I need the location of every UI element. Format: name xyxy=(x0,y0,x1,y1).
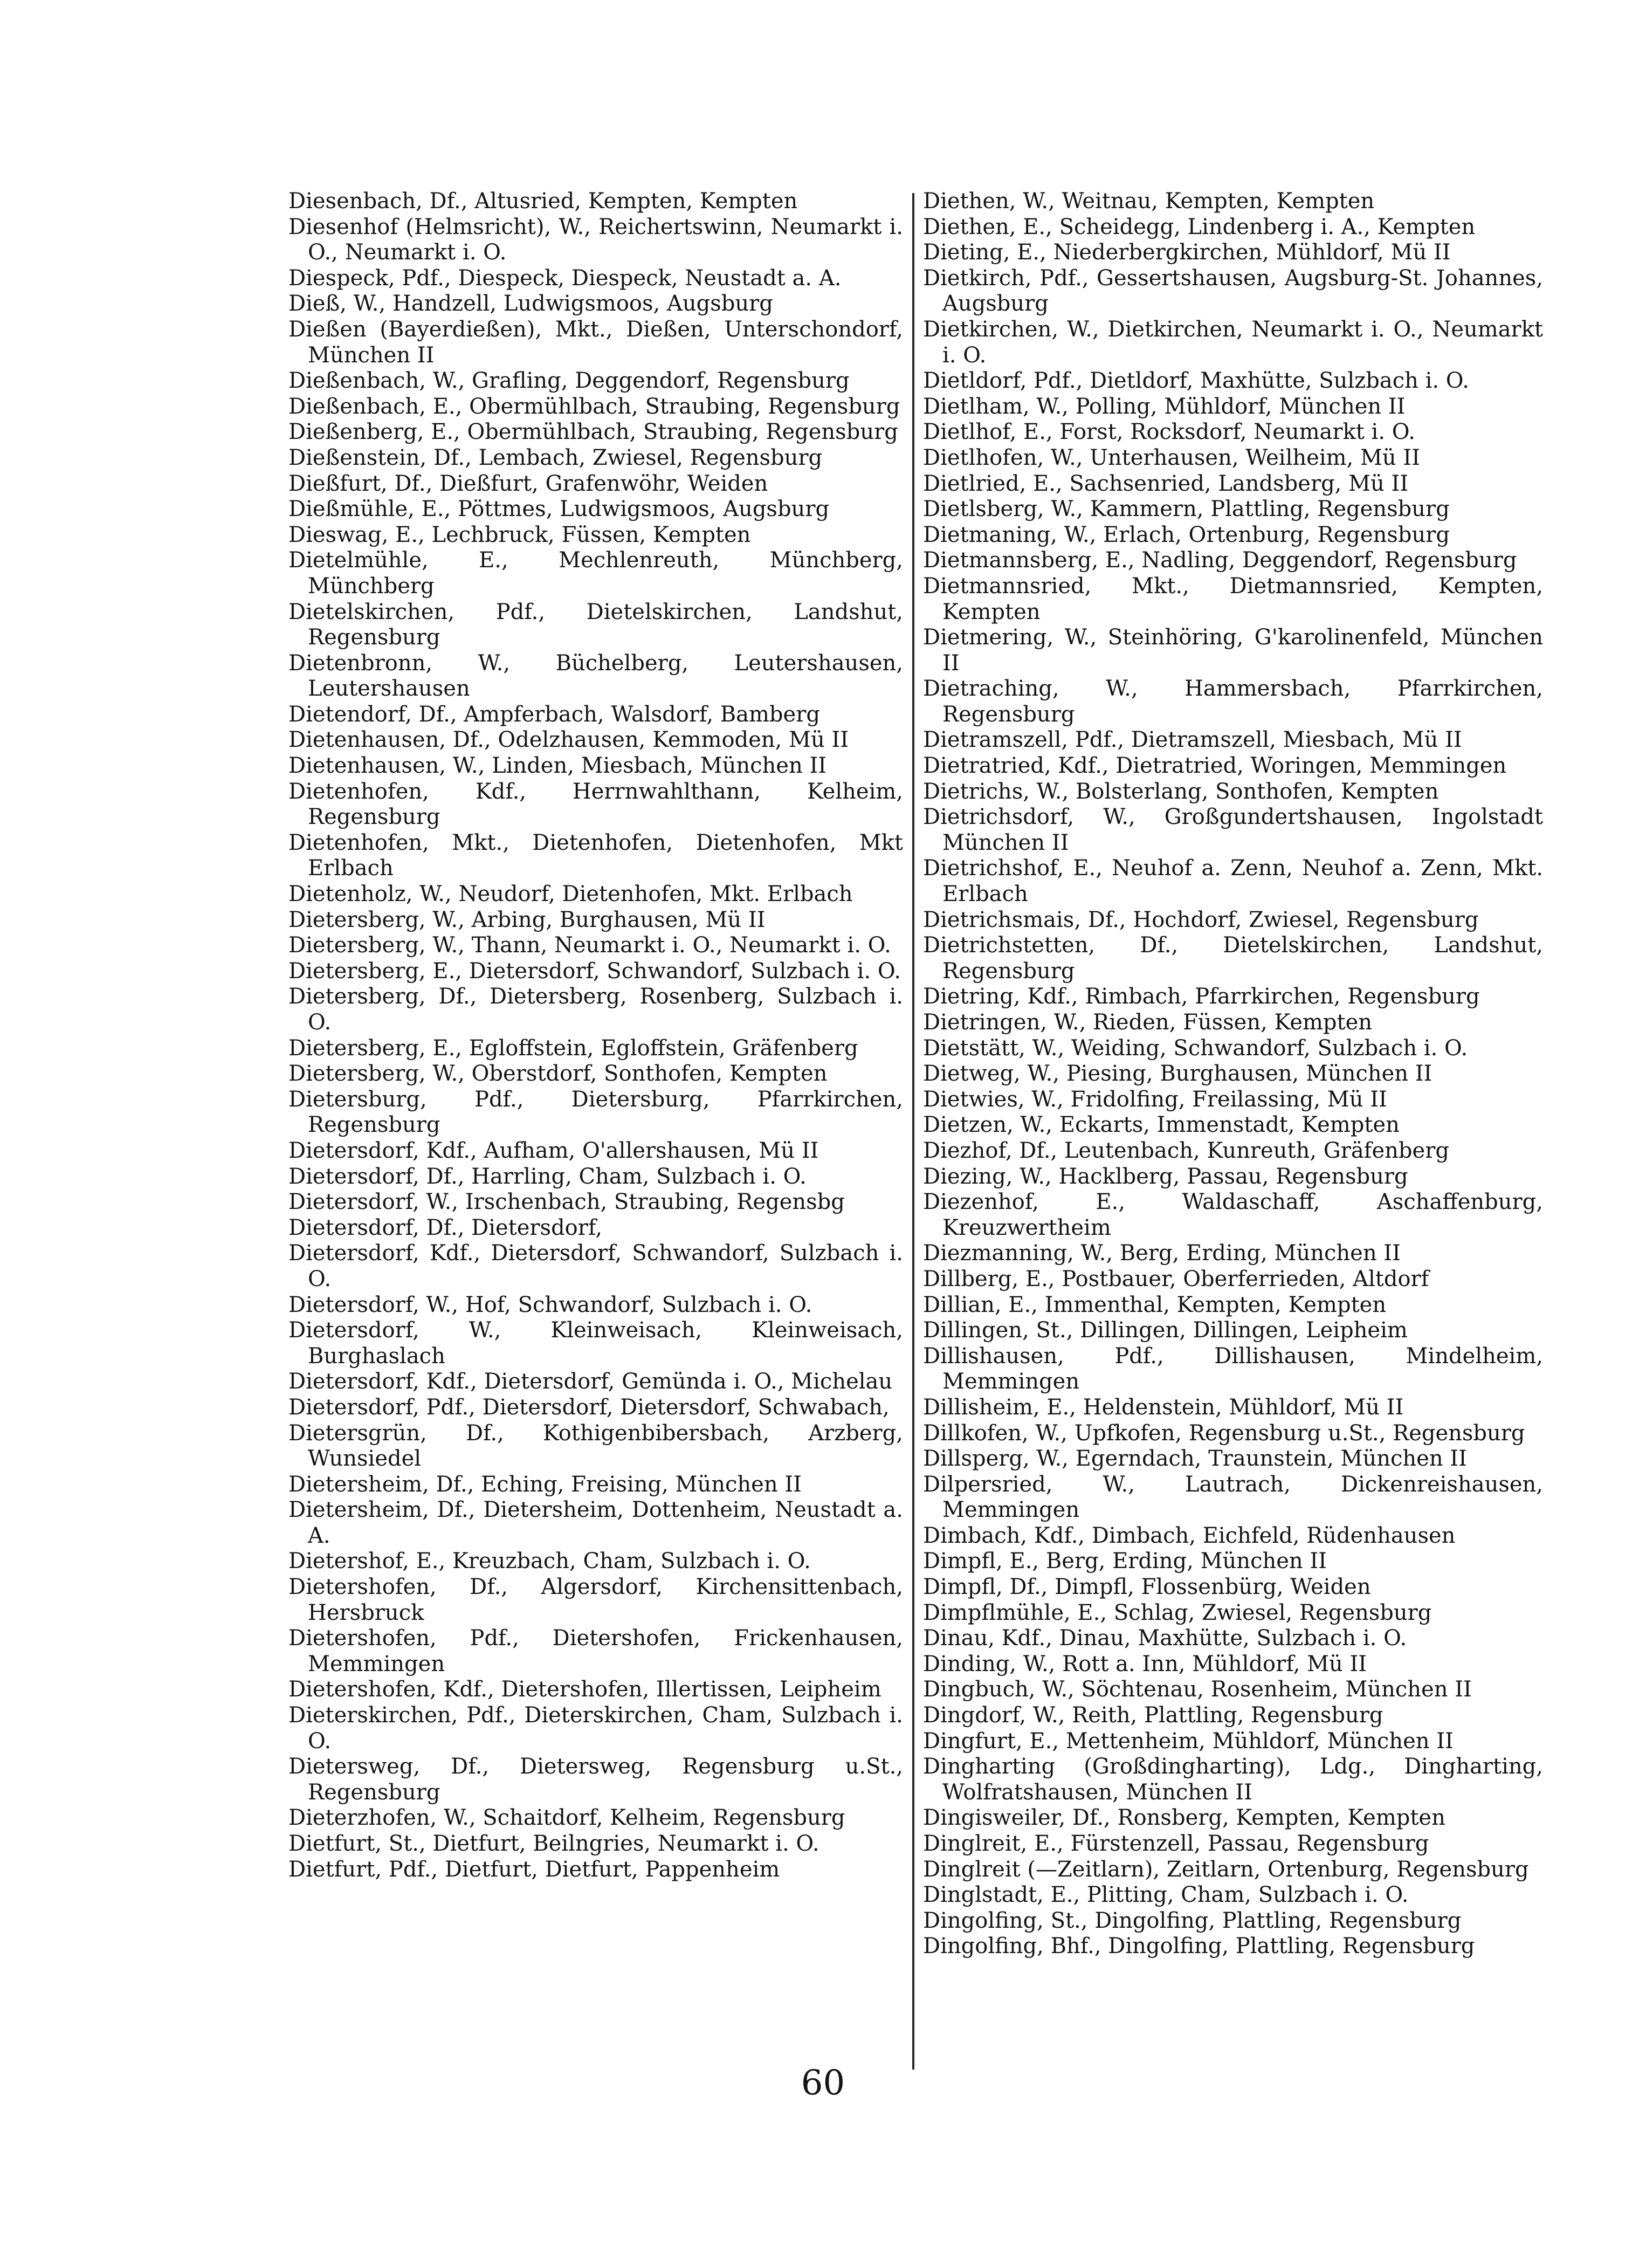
index-entry: Dietersgrün, Df., Kothigenbibersbach, Arzberg, Wunsiedel xyxy=(288,1420,903,1472)
index-entry: Dimpfl, E., Berg, Erding, München II xyxy=(923,1549,1327,1574)
index-entry: Dietfurt, St., Dietfurt, Beilngries, Neumarkt i. O. xyxy=(288,1831,819,1856)
index-entry: Dillishausen, Pdf., Dillishausen, Mindelheim, Memmingen xyxy=(923,1343,1543,1394)
index-entry: Dießfurt, Df., Dießfurt, Grafenwöhr, Weiden xyxy=(288,471,768,496)
index-entry: Diezenhof, E., Waldaschaff, Aschaffenburg, Kreuzwertheim xyxy=(923,1190,1543,1240)
index-entry: Dietrichstetten, Df., Dietelskirchen, Landshut, Regensburg xyxy=(923,933,1543,984)
index-entry: Dimpflmühle, E., Schlag, Zwiesel, Regensburg xyxy=(923,1600,1432,1625)
index-entry: Dieswag, E., Lechbruck, Füssen, Kempten xyxy=(288,522,751,547)
index-entry: Dietersdorf, Df., Harrling, Cham, Sulzbach i. O. xyxy=(288,1164,807,1189)
index-entry: Dießenbach, E., Obermühlbach, Straubing, Regensburg xyxy=(288,394,900,419)
index-entry: Dietersberg, Df., Dietersberg, Rosenberg, Sulzbach i. O. xyxy=(288,984,903,1035)
index-entry: Dietenhausen, Df., Odelzhausen, Kemmoden, Mü II xyxy=(288,727,849,753)
index-entry: Dietrichsmais, Df., Hochdorf, Zwiesel, Regensburg xyxy=(923,907,1479,932)
index-entry: Dietstätt, W., Weiding, Schwandorf, Sulzbach i. O. xyxy=(923,1035,1468,1061)
index-entry: Dietershofen, Pdf., Dietershofen, Frickenhausen, Memmingen xyxy=(288,1626,903,1676)
index-entry: Dingolfing, St., Dingolfing, Plattling, Regensburg xyxy=(923,1908,1462,1933)
index-entry: Dingfurt, E., Mettenheim, Mühldorf, München II xyxy=(923,1728,1454,1754)
index-entry: Dietwies, W., Fridolfing, Freilassing, Mü II xyxy=(923,1087,1387,1112)
index-entry: Dillkofen, W., Upfkofen, Regensburg u.St., Regensburg xyxy=(923,1420,1525,1446)
index-entry: Dingdorf, W., Reith, Plattling, Regensburg xyxy=(923,1703,1383,1728)
index-entry: Dingisweiler, Df., Ronsberg, Kempten, Kempten xyxy=(923,1805,1445,1831)
index-entry: Dietersheim, Df., Dietersheim, Dottenheim, Neustadt a. A. xyxy=(288,1497,903,1548)
index-entry: Dietmering, W., Steinhöring, G'karolinenfeld, München II xyxy=(923,625,1543,676)
index-entry: Dietlham, W., Polling, Mühldorf, München II xyxy=(923,394,1406,419)
index-entry: Dillisheim, E., Heldenstein, Mühldorf, Mü II xyxy=(923,1394,1404,1420)
index-entry: Dietlried, E., Sachsenried, Landsberg, Mü II xyxy=(923,471,1409,496)
index-entry: Dietenhofen, Kdf., Herrnwahlthann, Kelheim, Regensburg xyxy=(288,779,903,830)
index-entry: Dietenhausen, W., Linden, Miesbach, München II xyxy=(288,753,827,779)
index-entry: Dietersberg, E., Egloffstein, Egloffstein, Gräfenberg xyxy=(288,1035,858,1061)
index-entry: Dießenbach, W., Grafling, Deggendorf, Regensburg xyxy=(288,368,850,394)
index-entry: Diesenhof (Helmsricht), W., Reichertswinn, Neumarkt i. O., Neumarkt i. O. xyxy=(288,214,903,265)
index-entry: Dieterskirchen, Pdf., Dieterskirchen, Cham, Sulzbach i. O. xyxy=(288,1703,903,1754)
index-entry: Dietldorf, Pdf., Dietldorf, Maxhütte, Sulzbach i. O. xyxy=(923,368,1469,394)
index-entry: Dieß, W., Handzell, Ludwigsmoos, Augsburg xyxy=(288,291,773,317)
index-entry: Dietersweg, Df., Dietersweg, Regensburg u.St., Regensburg xyxy=(288,1754,903,1805)
index-entry: Dietersdorf, Kdf., Dietersdorf, Gemünda i. O., Michelau xyxy=(288,1369,893,1394)
index-entry: Dietkirch, Pdf., Gessertshausen, Augsburg-St. Johannes, Augsburg xyxy=(923,265,1543,317)
index-entry: Dietfurt, Pdf., Dietfurt, Dietfurt, Pappenheim xyxy=(288,1857,780,1882)
index-entry: Dietershofen, Kdf., Dietershofen, Illertissen, Leipheim xyxy=(288,1677,881,1702)
index-entry: Dimbach, Kdf., Dimbach, Eichfeld, Rüdenhausen xyxy=(923,1523,1456,1548)
index-entry: Dillingen, St., Dillingen, Dillingen, Leipheim xyxy=(923,1318,1408,1343)
page-number: 60 xyxy=(801,2063,845,2103)
index-entry: Dietramszell, Pdf., Dietramszell, Miesbach, Mü II xyxy=(923,727,1462,753)
index-entry: Dieterzhofen, W., Schaitdorf, Kelheim, Regensburg xyxy=(288,1805,845,1831)
index-entry: Dießmühle, E., Pöttmes, Ludwigsmoos, Augsburg xyxy=(288,497,830,522)
index-entry: Diethen, W., Weitnau, Kempten, Kempten xyxy=(923,189,1375,214)
index-entry: Dietlhof, E., Forst, Rocksdorf, Neumarkt i. O. xyxy=(923,420,1415,445)
index-entry: Diespeck, Pdf., Diespeck, Diespeck, Neustadt a. A. xyxy=(288,265,842,291)
index-entry: Dieting, E., Niederbergkirchen, Mühldorf, Mü II xyxy=(923,240,1451,265)
index-entry: Dietersdorf, Kdf., Dietersdorf, Schwandorf, Sulzbach i. O. xyxy=(288,1241,903,1291)
index-entry: Dinglreit, E., Fürstenzell, Passau, Regensburg xyxy=(923,1831,1429,1856)
index-entry: Dietmannsberg, E., Nadling, Deggendorf, Regensburg xyxy=(923,548,1517,573)
index-entry: Dietraching, W., Hammersbach, Pfarrkirchen, Regensburg xyxy=(923,676,1543,727)
index-entry: Dillian, E., Immenthal, Kempten, Kempten xyxy=(923,1292,1387,1317)
index-entry: Dietzen, W., Eckarts, Immenstadt, Kempten xyxy=(923,1112,1400,1138)
index-entry: Dinglreit (—Zeitlarn), Zeitlarn, Ortenburg, Regensburg xyxy=(923,1857,1529,1882)
index-entry: Diesenbach, Df., Altusried, Kempten, Kempten xyxy=(288,189,798,214)
index-entry: Dießenstein, Df., Lembach, Zwiesel, Regensburg xyxy=(288,445,823,470)
index-entry: Dingbuch, W., Söchtenau, Rosenheim, München II xyxy=(923,1677,1472,1702)
index-entry: Dietenholz, W., Neudorf, Dietenhofen, Mkt. Erlbach xyxy=(288,882,853,907)
index-entry: Dimpfl, Df., Dimpfl, Flossenbürg, Weiden xyxy=(923,1575,1371,1600)
column-divider xyxy=(912,193,914,2070)
index-entry: Dietendorf, Df., Ampferbach, Walsdorf, Bamberg xyxy=(288,702,820,727)
index-entry: Dietrichshof, E., Neuhof a. Zenn, Neuhof a. Zenn, Mkt. Erlbach xyxy=(923,856,1543,907)
index-entry: Dietrichsdorf, W., Großgundertshausen, Ingolstadt München II xyxy=(923,805,1543,855)
index-entry: Dietmaning, W., Erlach, Ortenburg, Regensburg xyxy=(923,522,1450,547)
index-entry: Dießenberg, E., Obermühlbach, Straubing, Regensburg xyxy=(288,420,898,445)
index-entry: Dietersdorf, W., Kleinweisach, Kleinweisach, Burghaslach xyxy=(288,1318,903,1369)
right-column xyxy=(923,189,1543,1960)
index-entry: Dillberg, E., Postbauer, Oberferrieden, Altdorf xyxy=(923,1266,1429,1291)
index-entry: Dietersberg, W., Arbing, Burghausen, Mü II xyxy=(288,907,766,932)
index-entry: Dinding, W., Rott a. Inn, Mühldorf, Mü II xyxy=(923,1651,1367,1676)
index-entry: Dietlsberg, W., Kammern, Plattling, Regensburg xyxy=(923,497,1450,522)
index-entry: Diethen, E., Scheidegg, Lindenberg i. A., Kempten xyxy=(923,214,1476,239)
index-entry: Dillsperg, W., Egerndach, Traunstein, München II xyxy=(923,1446,1467,1472)
index-entry: Dietmannsried, Mkt., Dietmannsried, Kempten, Kempten xyxy=(923,573,1543,624)
index-entry: Dietenhofen, Mkt., Dietenhofen, Dietenhofen, Mkt Erlbach xyxy=(288,830,903,881)
index-entry: Dinau, Kdf., Dinau, Maxhütte, Sulzbach i. O. xyxy=(923,1626,1407,1651)
index-entry: Diezmanning, W., Berg, Erding, München II xyxy=(923,1241,1401,1266)
index-entry: Dietratried, Kdf., Dietratried, Woringen, Memmingen xyxy=(923,753,1507,779)
index-entry: Dietring, Kdf., Rimbach, Pfarrkirchen, Regensburg xyxy=(923,984,1480,1009)
index-entry: Dietelmühle, E., Mechlenreuth, Münchberg, Münchberg xyxy=(288,548,903,599)
index-entry: Dietershof, E., Kreuzbach, Cham, Sulzbach i. O. xyxy=(288,1549,811,1574)
index-entry: Diezing, W., Hacklberg, Passau, Regensburg xyxy=(923,1164,1408,1189)
index-entry: Dietersdorf, Kdf., Aufham, O'allershausen, Mü II xyxy=(288,1138,819,1163)
index-entry: Dietersburg, Pdf., Dietersburg, Pfarrkirchen, Regensburg xyxy=(288,1087,903,1138)
index-entry: Dietersdorf, Df., Dietersdorf, xyxy=(288,1215,602,1240)
index-entry: Dingolfing, Bhf., Dingolfing, Plattling, Regensburg xyxy=(923,1934,1475,1959)
left-column xyxy=(288,189,903,1882)
index-entry: Diezhof, Df., Leutenbach, Kunreuth, Gräfenberg xyxy=(923,1138,1449,1163)
index-entry: Dietringen, W., Rieden, Füssen, Kempten xyxy=(923,1010,1373,1035)
index-entry: Dießen (Bayerdießen), Mkt., Dießen, Unterschondorf, München II xyxy=(288,317,903,368)
index-entry: Dietersdorf, W., Irschenbach, Straubing, Regensbg xyxy=(288,1190,845,1215)
index-entry: Dietweg, W., Piesing, Burghausen, München II xyxy=(923,1061,1432,1087)
index-entry: Dietrichs, W., Bolsterlang, Sonthofen, Kempten xyxy=(923,779,1439,804)
index-entry: Dietenbronn, W., Büchelberg, Leutershausen, Leutershausen xyxy=(288,650,903,702)
index-entry: Dinglstadt, E., Plitting, Cham, Sulzbach i. O. xyxy=(923,1882,1409,1908)
index-entry: Dietersheim, Df., Eching, Freising, München II xyxy=(288,1472,802,1497)
index-entry: Dietelskirchen, Pdf., Dietelskirchen, Landshut, Regensburg xyxy=(288,599,903,650)
index-entry: Dietersberg, W., Thann, Neumarkt i. O., Neumarkt i. O. xyxy=(288,933,891,958)
index-entry: Dingharting (Großdingharting), Ldg., Dingharting, Wolfratshausen, München II xyxy=(923,1754,1543,1805)
index-entry: Dietersberg, E., Dietersdorf, Schwandorf, Sulzbach i. O. xyxy=(288,958,901,984)
index-entry: Dietlhofen, W., Unterhausen, Weilheim, Mü II xyxy=(923,445,1421,470)
index-entry: Dietersdorf, W., Hof, Schwandorf, Sulzbach i. O. xyxy=(288,1292,812,1317)
index-entry: Dietkirchen, W., Dietkirchen, Neumarkt i. O., Neumarkt i. O. xyxy=(923,317,1543,368)
index-entry: Dietershofen, Df., Algersdorf, Kirchensittenbach, Hersbruck xyxy=(288,1575,903,1625)
index-entry: Dietersdorf, Pdf., Dietersdorf, Dietersdorf, Schwabach, xyxy=(288,1394,890,1420)
index-entry: Dietersberg, W., Oberstdorf, Sonthofen, Kempten xyxy=(288,1061,828,1087)
index-entry: Dilpersried, W., Lautrach, Dickenreishausen, Memmingen xyxy=(923,1472,1543,1523)
